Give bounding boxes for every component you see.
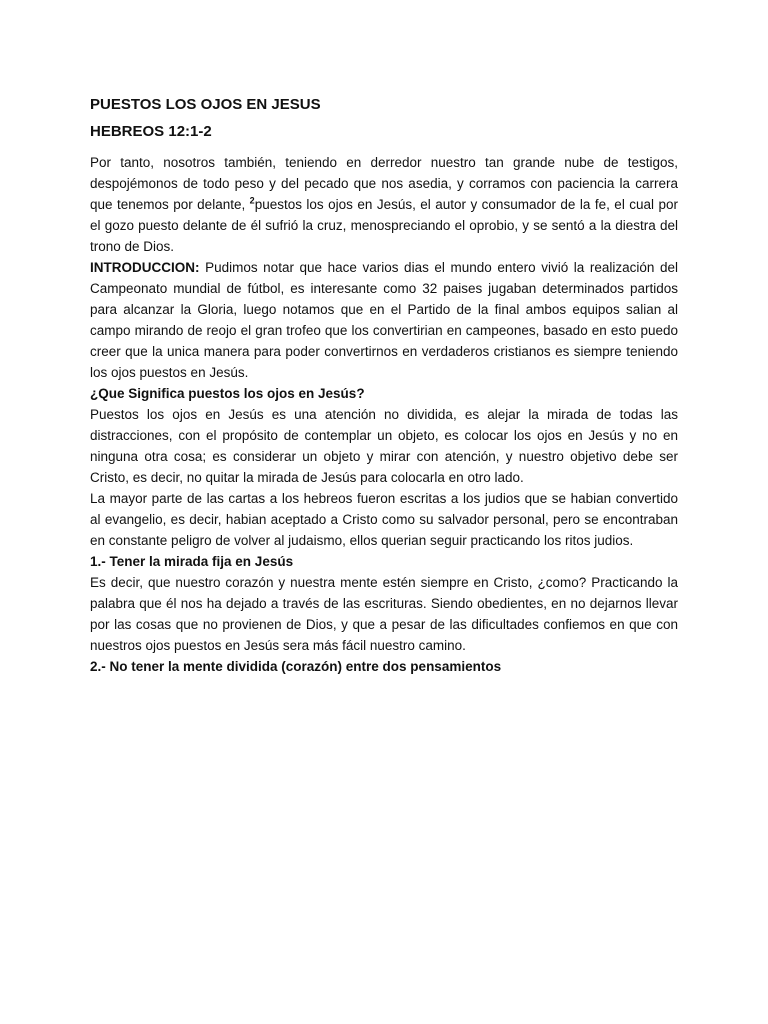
bible-verse-paragraph [90,152,678,257]
point-1-heading: 1.- Tener la mirada fija en Jesús [90,554,294,569]
verse-text-part1: Por tanto, nosotros también, teniendo en derredor nuestro tan grande nube de testigos, despojémonos de todo peso y del pecado que nos asedia, y corramos con paciencia la carrera que tenemos por delante, [90,155,678,212]
verse-text-part2: puestos los ojos en Jesús, el autor y consumador de la fe, el cual por el gozo puesto delante de él sufrió la cruz, menospreciando el oprobio, y se sentó a la diestra del trono de Dios. [90,197,679,254]
point-2-heading: 2.- No tener la mente dividida (corazón) entre dos pensamientos [90,659,502,674]
verse-number: 2 [249,195,255,206]
document-body [90,94,678,677]
document-title: PUESTOS LOS OJOS EN JESUS [90,96,321,113]
introduction-paragraph [90,257,678,383]
bible-reference: HEBREOS 12:1-2 [90,123,212,140]
point-1-paragraph: Es decir, que nuestro corazón y nuestra mente estén siempre en Cristo, ¿como? Practicando la palabra que él nos ha dejado a través de las escrituras. Siendo obedientes, en no dejarnos llevar por las cosas que no provienen de Dios, y que a pesar de las dificultades confiemos en que con nuestros ojos puestos en Jesús sera más fácil nuestro camino. [90,575,678,653]
introduction-label: INTRODUCCION: [90,260,200,275]
question-heading: ¿Que Significa puestos los ojos en Jesús? [90,386,365,401]
introduction-text: Pudimos notar que hace varios dias el mundo entero vivió la realización del Campeonato mundial de fútbol, es interesante como 32 paises jugaban determinados partidos para alcanzar la Gloria, luego notamos que en el Partido de la final ambos equipos salian al campo mirando de reojo el gran trofeo que los convertirian en campeones, basado en esto puedo creer que la unica manera para poder convertirnos en verdaderos cristianos es siempre teniendo los ojos puestos en Jesús. [90,260,678,380]
meaning-paragraph-1: Puestos los ojos en Jesús es una atención no dividida, es alejar la mirada de todas las distracciones, con el propósito de contemplar un objeto, es colocar los ojos en Jesús y no en ninguna otra cosa; es considerar un objeto y mirar con atención, y nuestro objetivo debe ser Cristo, es decir, no quitar la mirada de Jesús para colocarla en otro lado. [90,407,678,485]
meaning-paragraph-2: La mayor parte de las cartas a los hebreos fueron escritas a los judios que se habian convertido al evangelio, es decir, habian aceptado a Cristo como su salvador personal, pero se encontraban en constante peligro de volver al judaismo, ellos querian seguir practicando los ritos judios. [90,491,678,548]
